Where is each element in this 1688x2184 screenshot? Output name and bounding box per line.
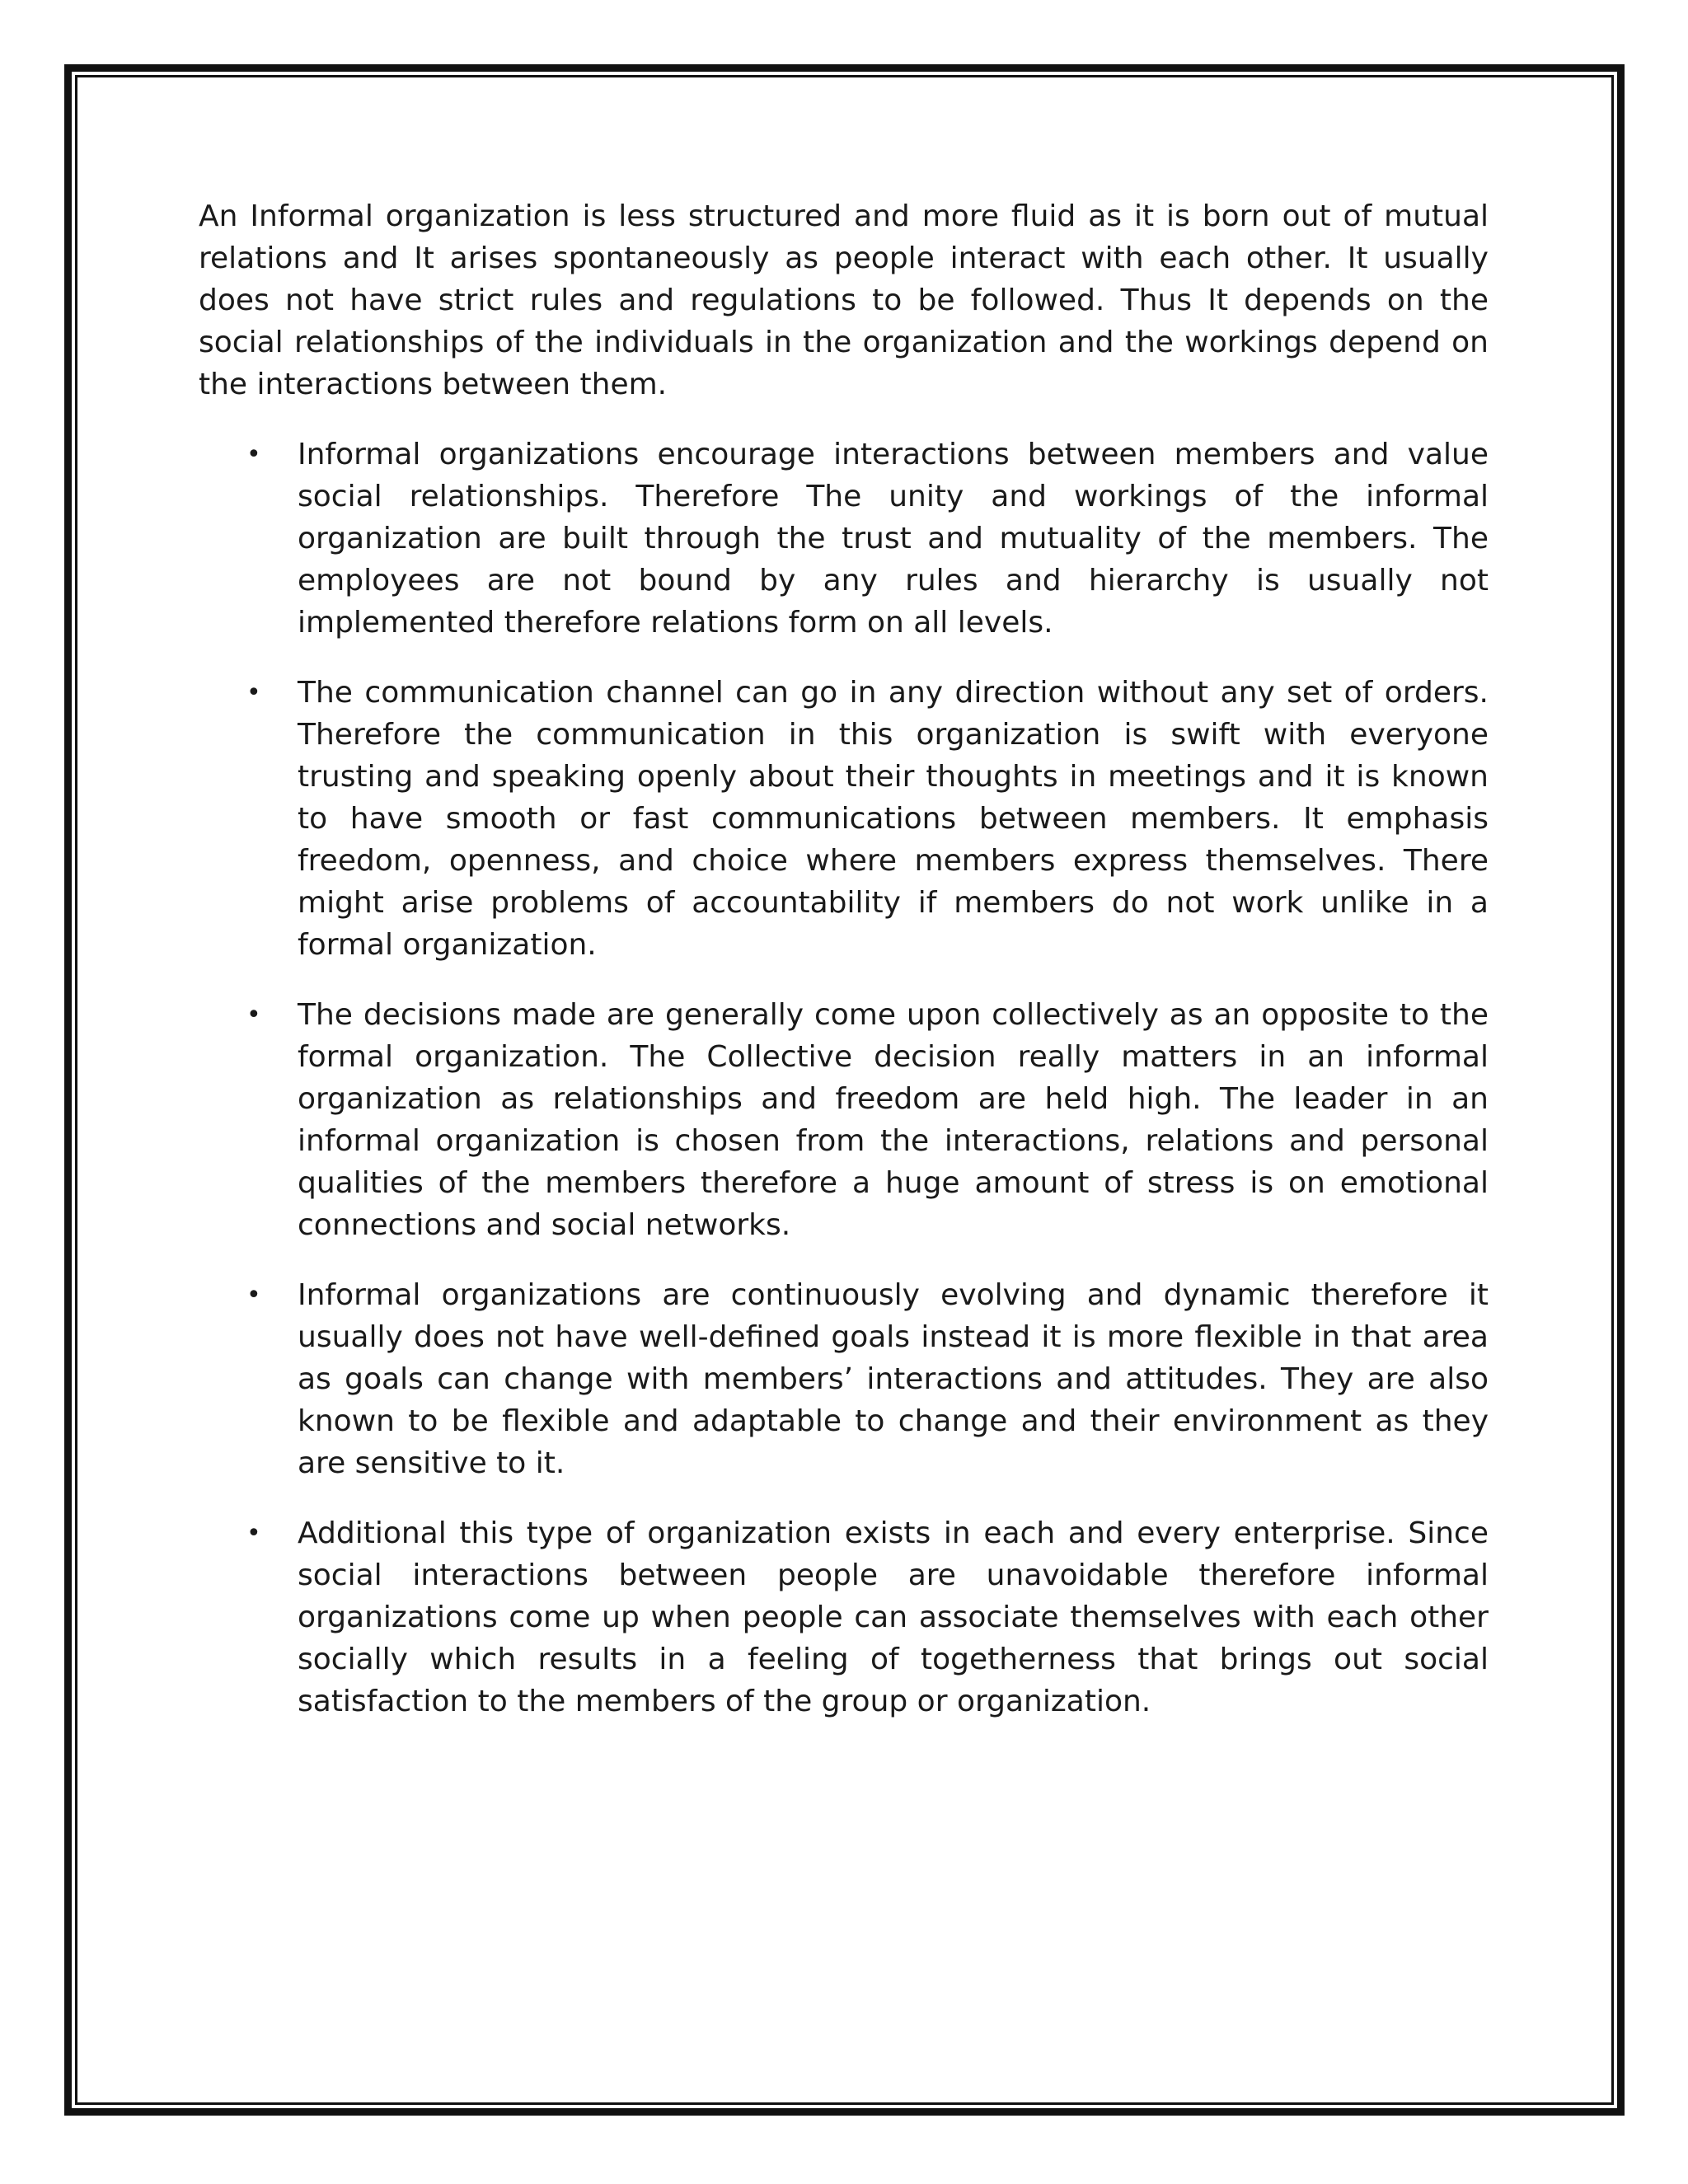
list-item-text: Informal organizations encourage interactions between members and value social relationships. Therefore The unity and workings of the informal organization are built through the trust and mutuality of the members. The employees are not bound by any rules and hierarchy is usually not implemented therefore relations form on all levels. [298, 438, 1489, 640]
bullet-icon: • [246, 1281, 261, 1310]
document-body [199, 195, 1489, 1750]
bullet-icon: • [246, 1001, 261, 1029]
list-item [199, 1274, 1489, 1484]
list-item-text: Additional this type of organization exists in each and every enterprise. Since social interactions between people are unavoidable therefore informal organizations come up when people can associate themselves with each other socially which results in a feeling of togetherness that brings out social satisfaction to the members of the group or organization. [298, 1516, 1489, 1718]
list-item [199, 434, 1489, 644]
list-item-text: The communication channel can go in any direction without any set of orders. Therefore the communication in this organization is swift with everyone trusting and speaking openly about their thoughts in meetings and it is known to have smooth or fast communications between members. It emphasis freedom, openness, and choice where members express themselves. There might arise problems of accountability if members do not work unlike in a formal organization. [298, 676, 1489, 962]
bullet-list [199, 434, 1489, 1722]
bullet-icon: • [246, 678, 261, 707]
list-item [199, 672, 1489, 966]
list-item-text: The decisions made are generally come upon collectively as an opposite to the formal organization. The Collective decision really matters in an informal organization as relationships and freedom are held high. The leader in an informal organization is chosen from the interactions, relations and personal qualities of the members therefore a huge amount of stress is on emotional connections and social networks. [298, 998, 1489, 1242]
list-item-text: Informal organizations are continuously evolving and dynamic therefore it usually does not have well-defined goals instead it is more flexible in that area as goals can change with members’ interactions and attitudes. They are also known to be flexible and adaptable to change and their environment as they are sensitive to it. [298, 1278, 1489, 1480]
bullet-icon: • [246, 440, 261, 469]
bullet-icon: • [246, 1519, 261, 1548]
intro-paragraph: An Informal organization is less structured and more fluid as it is born out of mutual relations and It arises spontaneously as people interact with each other. It usually does not have strict rules and regulations to be followed. Thus It depends on the social relationships of the individuals in the organization and the workings depend on the interactions between them. [199, 199, 1489, 401]
list-item [199, 1512, 1489, 1722]
list-item [199, 994, 1489, 1246]
